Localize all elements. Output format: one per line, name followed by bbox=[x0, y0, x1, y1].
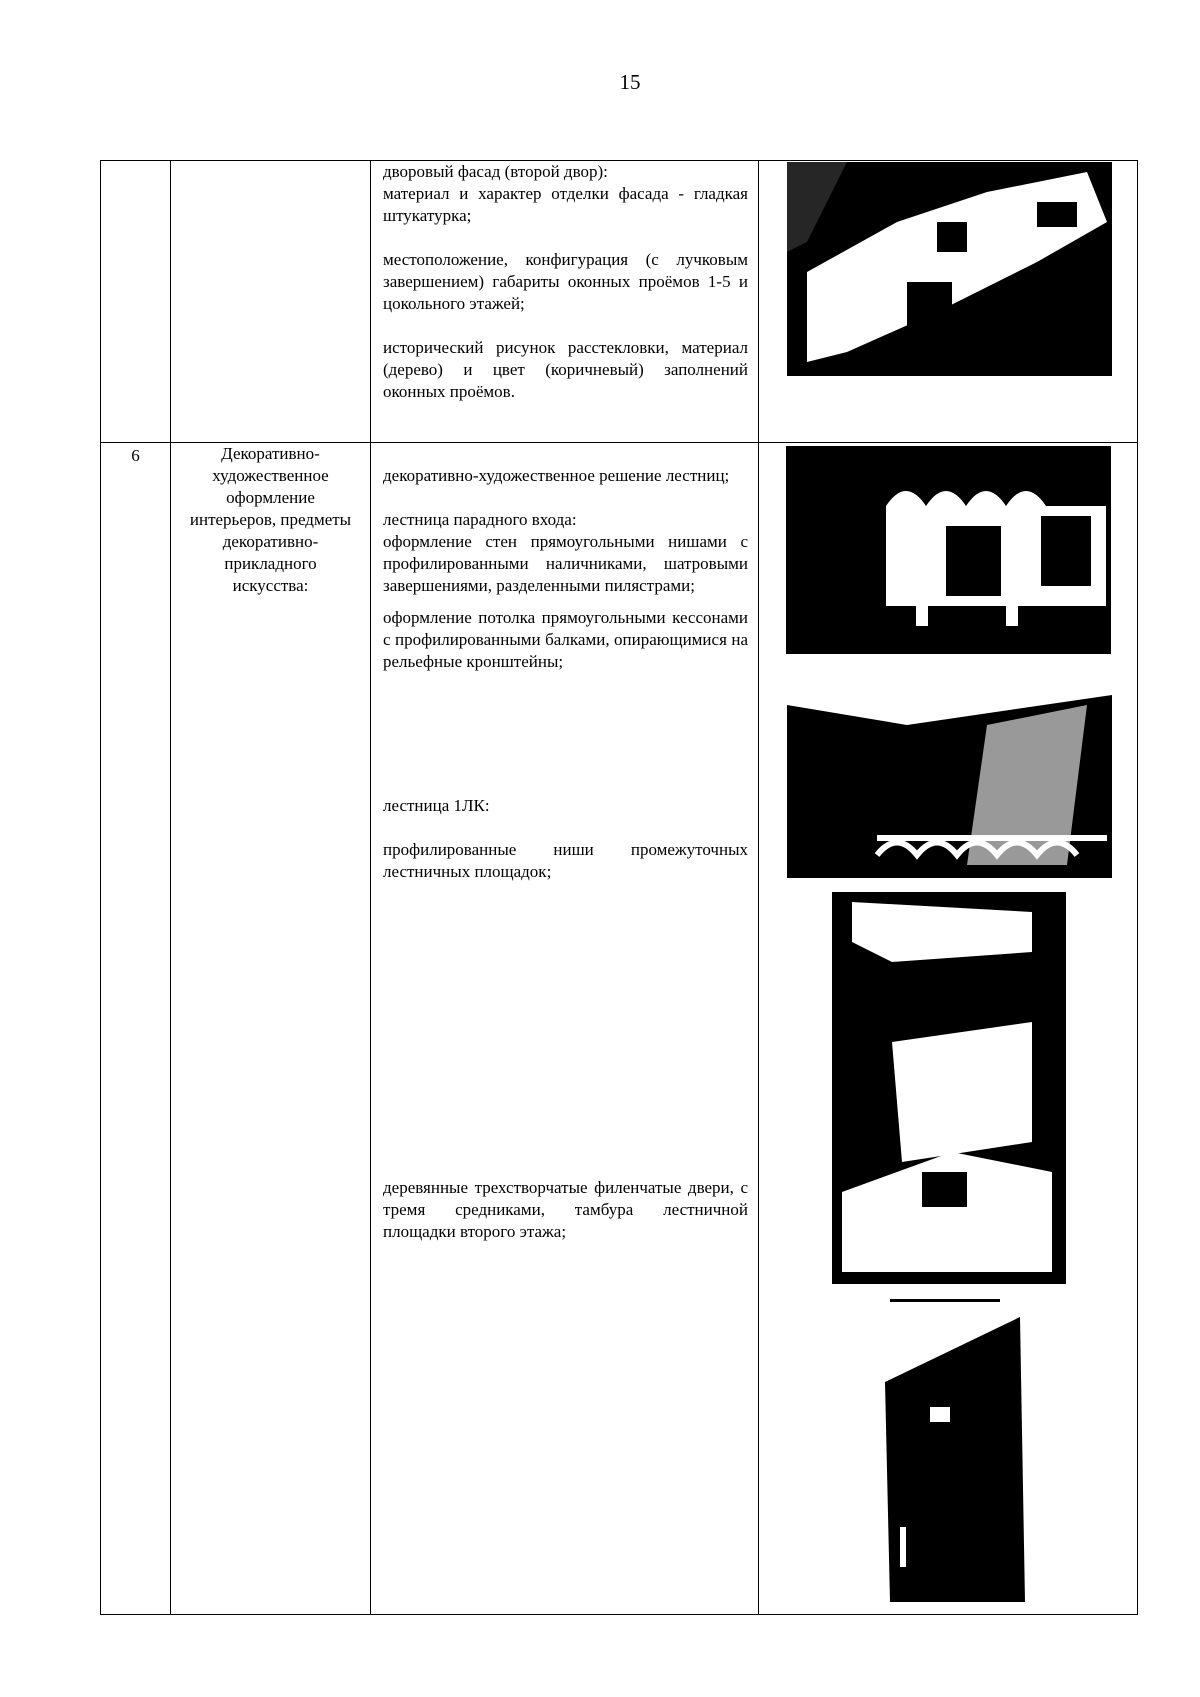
main-stair-walls-photo bbox=[786, 446, 1111, 654]
stairs-decoration: декоративно-художественное решение лестниц; bbox=[383, 466, 730, 485]
stair-1lk-niches: профилированные ниши промежуточных лестничных площадок; bbox=[383, 840, 748, 881]
description-cell bbox=[371, 161, 759, 443]
main-stair-heading: лестница парадного входа: bbox=[383, 510, 577, 529]
facade-finish: материал и характер отделки фасада - гладкая штукатурка; bbox=[383, 184, 748, 225]
courtyard-facade-photo bbox=[787, 162, 1112, 376]
row-number-cell bbox=[101, 161, 171, 443]
facade-heading: дворовый фасад (второй двор): bbox=[383, 162, 608, 181]
stair-doors-photo bbox=[870, 1297, 1030, 1607]
description-cell bbox=[371, 443, 759, 1615]
stair-1lk-heading: лестница 1ЛК: bbox=[383, 796, 490, 815]
main-stair-walls: оформление стен прямоугольными нишами с профилированными наличниками, шатровыми завершениями, разделенными пилястрами; bbox=[383, 532, 748, 595]
main-stair-ceiling-photo bbox=[787, 665, 1112, 878]
row-number-cell: 6 bbox=[101, 443, 171, 1615]
category-cell: Декоративно-художественное оформление интерьеров, предметы декоративно-прикладного искусства: bbox=[171, 443, 371, 1615]
page-number: 15 bbox=[619, 70, 641, 94]
window-openings: местоположение, конфигурация (с лучковым завершением) габариты оконных проёмов 1-5 и цокольного этажей; bbox=[383, 250, 748, 313]
stair-1lk-niche-photo bbox=[832, 892, 1066, 1284]
window-glazing: исторический рисунок расстекловки, материал (дерево) и цвет (коричневый) заполнений оконных проёмов. bbox=[383, 338, 748, 401]
main-stair-ceiling: оформление потолка прямоугольными кессонами с профилированными балками, опирающимися на рельефные кронштейны; bbox=[383, 608, 748, 671]
stair-doors: деревянные трехстворчатые филенчатые двери, с тремя средниками, тамбура лестничной площадки второго этажа; bbox=[383, 1178, 748, 1241]
category-cell bbox=[171, 161, 371, 443]
